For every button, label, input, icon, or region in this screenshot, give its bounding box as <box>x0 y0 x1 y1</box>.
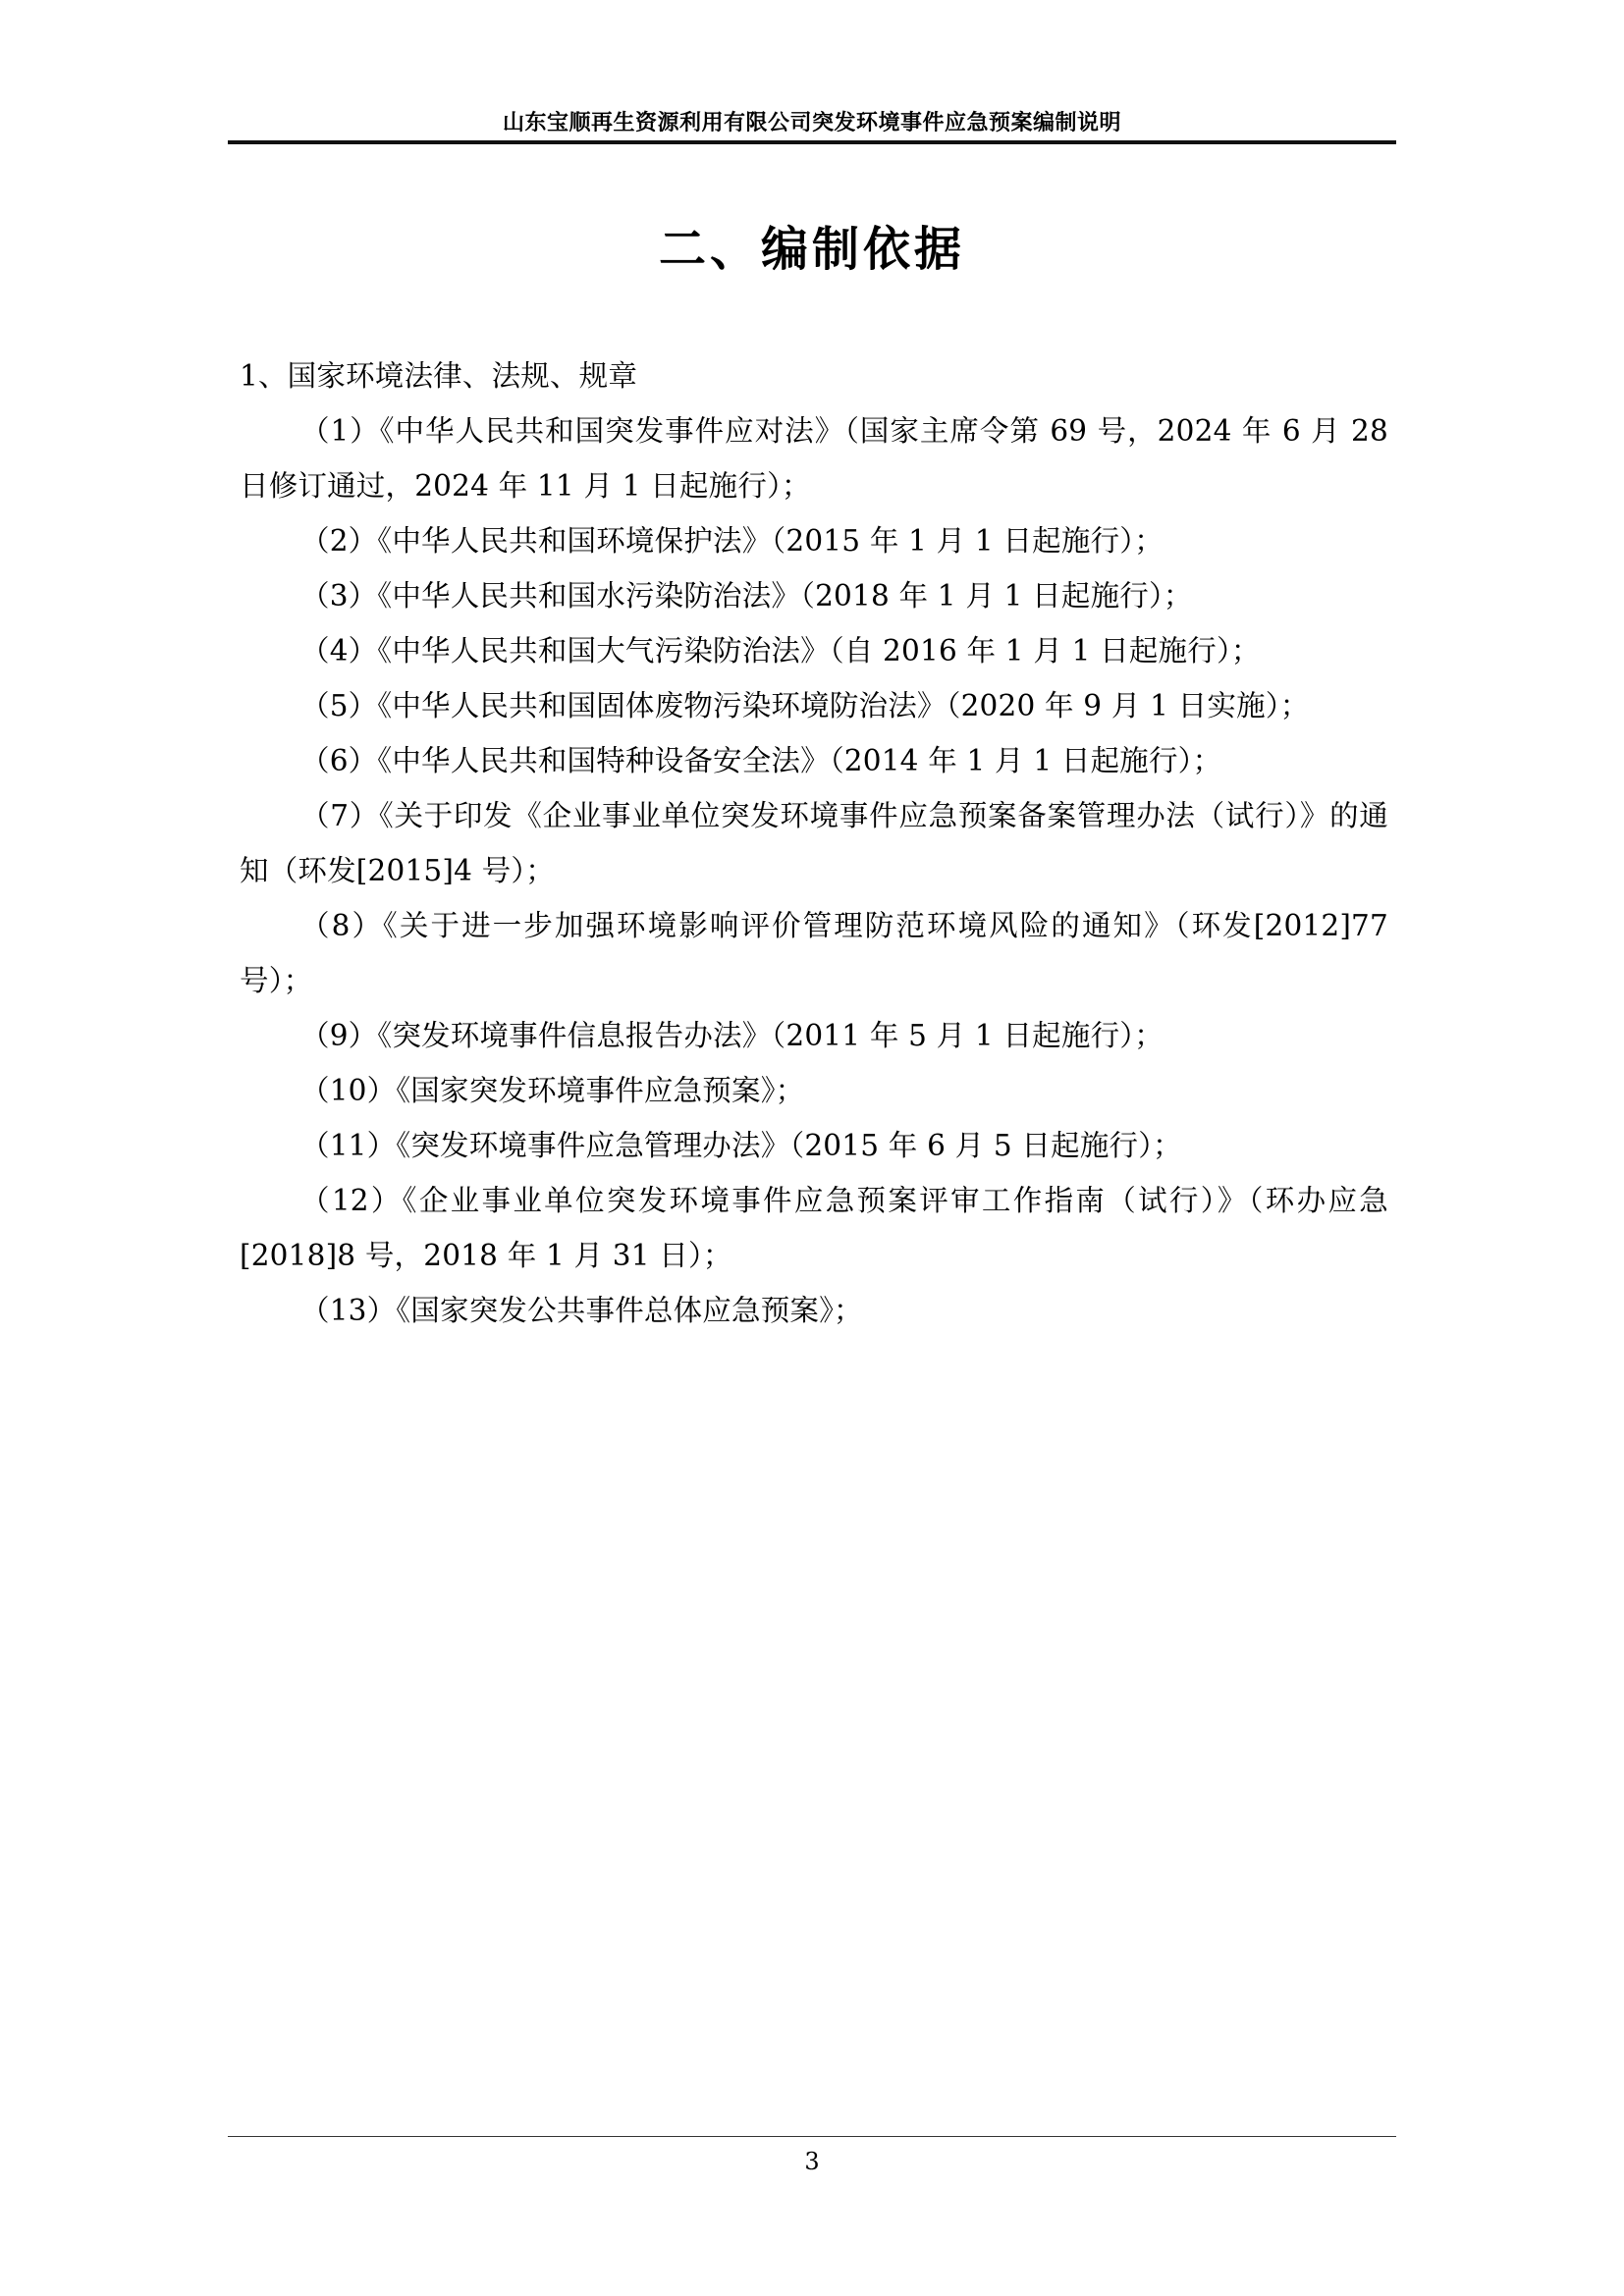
list-item: （11）《突发环境事件应急管理办法》（2015 年 6 月 5 日起施行）； <box>300 1129 1182 1162</box>
list-item: （1）《中华人民共和国突发事件应对法》（国家主席令第 69 号，2024 年 6 月 28 日修订通过，2024 年 11 月 1 日起施行）； <box>240 414 1388 503</box>
section-heading: 1、国家环境法律、法规、规章 <box>240 359 638 393</box>
list-item: （9）《突发环境事件信息报告办法》（2011 年 5 月 1 日起施行）； <box>300 1019 1164 1052</box>
list-item: （2）《中华人民共和国环境保护法》（2015 年 1 月 1 日起施行）； <box>300 524 1164 558</box>
list-item: （5）《中华人民共和国固体废物污染环境防治法》（2020 年 9 月 1 日实施）； <box>300 689 1310 722</box>
list-item: （7）《关于印发《企业事业单位突发环境事件应急预案备案管理办法（试行）》的通知（环发[2015]4 号）； <box>240 799 1388 887</box>
list-item: （4）《中华人民共和国大气污染防治法》（自 2016 年 1 月 1 日起施行）； <box>300 634 1261 667</box>
footer-divider <box>228 2136 1396 2137</box>
page-title: 二、编制依据 <box>658 222 965 277</box>
page-header: 山东宝顺再生资源利用有限公司突发环境事件应急预案编制说明 <box>502 110 1121 135</box>
list-item: （12）《企业事业单位突发环境事件应急预案评审工作指南（试行）》（环办应急[2018]8 号，2018 年 1 月 31 日）； <box>240 1184 1388 1272</box>
document-body <box>240 348 1388 1338</box>
list-item: （8）《关于进一步加强环境影响评价管理防范环境风险的通知》（环发[2012]77 号）； <box>240 909 1388 997</box>
list-item: （6）《中华人民共和国特种设备安全法》（2014 年 1 月 1 日起施行）； <box>300 744 1222 777</box>
page-number: 3 <box>804 2148 820 2175</box>
header-divider <box>228 140 1396 144</box>
list-item: （13）《国家突发公共事件总体应急预案》； <box>300 1294 863 1327</box>
list-item: （3）《中华人民共和国水污染防治法》（2018 年 1 月 1 日起施行）； <box>300 579 1193 613</box>
list-item: （10）《国家突发环境事件应急预案》； <box>300 1074 805 1107</box>
